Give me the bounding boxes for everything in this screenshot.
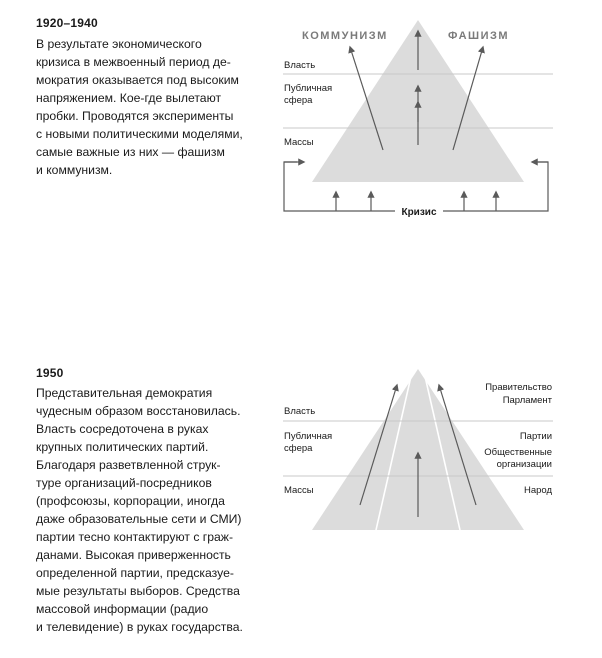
- fascism-label: ФАШИЗМ: [448, 30, 510, 42]
- section2-line: туре организаций-посредников: [36, 476, 212, 490]
- section2-line: даже образовательные сети и СМИ): [36, 512, 242, 526]
- section2-line: Представительная демократия: [36, 386, 213, 400]
- section2-line: Власть сосредоточена в руках: [36, 422, 209, 436]
- communism-label: КОММУНИЗМ: [302, 30, 388, 42]
- level-public-label: Публичная: [284, 431, 333, 442]
- section1-line: самые важные из них — фашизм: [36, 145, 225, 159]
- level-public-label: сфера: [284, 95, 313, 106]
- section2-line: крупных политических партий.: [36, 440, 209, 454]
- level-masses-label: Массы: [284, 485, 314, 496]
- section2-line: данами. Высокая приверженность: [36, 548, 231, 562]
- level-power-label: Власть: [284, 60, 316, 71]
- parties-label: Партии: [519, 431, 552, 442]
- section1-line: с новыми политическими моделями,: [36, 127, 243, 141]
- level-public-label: Публичная: [284, 83, 333, 94]
- organizations-label: организации: [496, 459, 552, 470]
- level-masses-label: Массы: [284, 137, 314, 148]
- organizations-label: Общественные: [484, 447, 552, 458]
- section1-line: В результате экономического: [36, 37, 202, 51]
- people-label: Народ: [523, 485, 552, 496]
- section1-line: и коммунизм.: [36, 163, 113, 177]
- level-public-label: сфера: [284, 443, 313, 454]
- section1-year: 1920–1940: [36, 16, 98, 30]
- section2-line: чудесным образом восстановилась.: [36, 404, 241, 418]
- section2-line: Благодаря разветвленной струк-: [36, 458, 221, 472]
- crisis-label: Кризис: [401, 207, 437, 218]
- government-label: Правительство: [485, 382, 552, 393]
- section2-line: мые результаты выборов. Средства: [36, 584, 240, 598]
- section1-line: напряжением. Кое-где вылетают: [36, 91, 222, 105]
- section2-line: и телевидение) в руках государства.: [36, 620, 243, 634]
- parliament-label: Парламент: [502, 395, 552, 406]
- section2-line: массовой информации (радио: [36, 602, 209, 616]
- section1-line: мократия оказывается под высоким: [36, 73, 239, 87]
- section2-line: определенной партии, предсказуе-: [36, 566, 234, 580]
- section1-line: пробки. Проводятся эксперименты: [36, 109, 234, 123]
- diagram-democracy: [283, 369, 553, 530]
- section2-line: (профсоюзы, корпорации, иногда: [36, 494, 225, 508]
- section2-year: 1950: [36, 366, 64, 380]
- section1-line: кризиса в межвоенный период де-: [36, 55, 231, 69]
- level-power-label: Власть: [284, 406, 316, 417]
- diagram-crisis: [283, 20, 553, 218]
- section2-line: партии тесно контактируют с граж-: [36, 530, 234, 544]
